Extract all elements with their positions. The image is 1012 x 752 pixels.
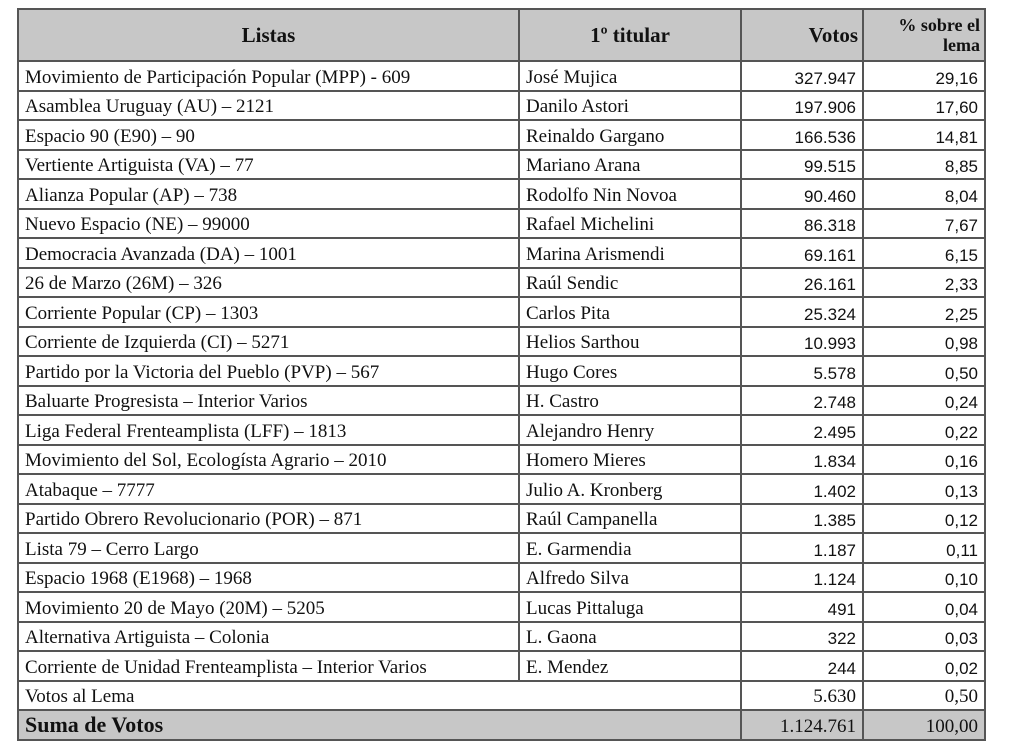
cell-lista: Liga Federal Frenteamplista (LFF) – 1813 — [18, 415, 519, 445]
cell-votos: 69.161 — [741, 238, 863, 268]
cell-pct: 7,67 — [863, 209, 985, 239]
cell-pct: 2,25 — [863, 297, 985, 327]
total-row — [18, 710, 985, 740]
cell-titular: Reinaldo Gargano — [519, 120, 741, 150]
cell-votos: 1.124 — [741, 563, 863, 593]
cell-titular: Homero Mieres — [519, 445, 741, 475]
total-votos: 1.124.761 — [741, 710, 863, 740]
table-row — [18, 91, 985, 121]
cell-titular: Alejandro Henry — [519, 415, 741, 445]
cell-lista: Movimiento de Participación Popular (MPP) - 609 — [18, 61, 519, 91]
cell-lista: Vertiente Artiguista (VA) – 77 — [18, 150, 519, 180]
cell-votos: 26.161 — [741, 268, 863, 298]
table-row — [18, 622, 985, 652]
lema-pct: 0,50 — [863, 681, 985, 711]
cell-titular: H. Castro — [519, 386, 741, 416]
cell-lista: Corriente Popular (CP) – 1303 — [18, 297, 519, 327]
table-row — [18, 415, 985, 445]
cell-titular: Julio A. Kronberg — [519, 474, 741, 504]
header-pct-line2: lema — [943, 35, 980, 55]
lema-label: Votos al Lema — [18, 681, 741, 711]
cell-titular: Danilo Astori — [519, 91, 741, 121]
cell-titular: Marina Arismendi — [519, 238, 741, 268]
cell-titular: Rodolfo Nin Novoa — [519, 179, 741, 209]
cell-lista: 26 de Marzo (26M) – 326 — [18, 268, 519, 298]
cell-lista: Nuevo Espacio (NE) – 99000 — [18, 209, 519, 239]
cell-titular: Raúl Campanella — [519, 504, 741, 534]
cell-lista: Partido Obrero Revolucionario (POR) – 871 — [18, 504, 519, 534]
cell-votos: 1.834 — [741, 445, 863, 475]
table-header — [18, 9, 985, 61]
cell-titular: L. Gaona — [519, 622, 741, 652]
lema-row — [18, 681, 985, 711]
cell-titular: E. Garmendia — [519, 533, 741, 563]
cell-titular: Mariano Arana — [519, 150, 741, 180]
table-row — [18, 268, 985, 298]
table-row — [18, 651, 985, 681]
table-row — [18, 474, 985, 504]
header-votos: Votos — [741, 9, 863, 61]
cell-votos: 1.385 — [741, 504, 863, 534]
cell-titular: Alfredo Silva — [519, 563, 741, 593]
cell-pct: 0,98 — [863, 327, 985, 357]
cell-lista: Espacio 90 (E90) – 90 — [18, 120, 519, 150]
cell-votos: 1.402 — [741, 474, 863, 504]
cell-pct: 0,12 — [863, 504, 985, 534]
cell-pct: 8,04 — [863, 179, 985, 209]
cell-titular: E. Mendez — [519, 651, 741, 681]
table-row — [18, 533, 985, 563]
header-row — [18, 9, 985, 61]
cell-votos: 5.578 — [741, 356, 863, 386]
table-row — [18, 386, 985, 416]
cell-votos: 25.324 — [741, 297, 863, 327]
cell-pct: 0,50 — [863, 356, 985, 386]
cell-lista: Movimiento del Sol, Ecologísta Agrario – 2010 — [18, 445, 519, 475]
cell-lista: Lista 79 – Cerro Largo — [18, 533, 519, 563]
cell-lista: Movimiento 20 de Mayo (20M) – 5205 — [18, 592, 519, 622]
cell-pct: 2,33 — [863, 268, 985, 298]
header-titular: 1º titular — [519, 9, 741, 61]
table-row — [18, 209, 985, 239]
cell-titular: Hugo Cores — [519, 356, 741, 386]
cell-lista: Baluarte Progresista – Interior Varios — [18, 386, 519, 416]
cell-pct: 0,22 — [863, 415, 985, 445]
cell-pct: 0,03 — [863, 622, 985, 652]
lema-votos: 5.630 — [741, 681, 863, 711]
cell-votos: 166.536 — [741, 120, 863, 150]
cell-titular: José Mujica — [519, 61, 741, 91]
cell-lista: Atabaque – 7777 — [18, 474, 519, 504]
cell-pct: 17,60 — [863, 91, 985, 121]
table-row — [18, 238, 985, 268]
cell-votos: 197.906 — [741, 91, 863, 121]
cell-lista: Alternativa Artiguista – Colonia — [18, 622, 519, 652]
table-row — [18, 120, 985, 150]
table-row — [18, 297, 985, 327]
cell-pct: 0,04 — [863, 592, 985, 622]
table-row — [18, 61, 985, 91]
cell-pct: 0,02 — [863, 651, 985, 681]
total-label: Suma de Votos — [18, 710, 741, 740]
cell-titular: Helios Sarthou — [519, 327, 741, 357]
cell-votos: 322 — [741, 622, 863, 652]
table-row — [18, 356, 985, 386]
cell-votos: 327.947 — [741, 61, 863, 91]
cell-votos: 10.993 — [741, 327, 863, 357]
table-row — [18, 179, 985, 209]
cell-votos: 90.460 — [741, 179, 863, 209]
cell-votos: 99.515 — [741, 150, 863, 180]
cell-titular: Carlos Pita — [519, 297, 741, 327]
table-row — [18, 592, 985, 622]
cell-pct: 0,24 — [863, 386, 985, 416]
table-row — [18, 504, 985, 534]
results-table — [17, 8, 986, 741]
cell-votos: 491 — [741, 592, 863, 622]
cell-pct: 29,16 — [863, 61, 985, 91]
cell-pct: 0,13 — [863, 474, 985, 504]
header-listas: Listas — [18, 9, 519, 61]
cell-pct: 14,81 — [863, 120, 985, 150]
header-pct-line1: % sobre el — [898, 15, 980, 35]
cell-votos: 244 — [741, 651, 863, 681]
cell-pct: 6,15 — [863, 238, 985, 268]
table-row — [18, 563, 985, 593]
cell-votos: 1.187 — [741, 533, 863, 563]
cell-lista: Corriente de Unidad Frenteamplista – Interior Varios — [18, 651, 519, 681]
cell-pct: 0,10 — [863, 563, 985, 593]
cell-lista: Alianza Popular (AP) – 738 — [18, 179, 519, 209]
header-pct — [863, 9, 985, 61]
cell-lista: Democracia Avanzada (DA) – 1001 — [18, 238, 519, 268]
cell-votos: 2.495 — [741, 415, 863, 445]
cell-pct: 8,85 — [863, 150, 985, 180]
cell-lista: Partido por la Victoria del Pueblo (PVP) – 567 — [18, 356, 519, 386]
table-row — [18, 150, 985, 180]
cell-votos: 86.318 — [741, 209, 863, 239]
cell-titular: Lucas Pittaluga — [519, 592, 741, 622]
cell-votos: 2.748 — [741, 386, 863, 416]
total-pct: 100,00 — [863, 710, 985, 740]
cell-lista: Espacio 1968 (E1968) – 1968 — [18, 563, 519, 593]
cell-titular: Rafael Michelini — [519, 209, 741, 239]
cell-lista: Corriente de Izquierda (CI) – 5271 — [18, 327, 519, 357]
cell-pct: 0,11 — [863, 533, 985, 563]
cell-pct: 0,16 — [863, 445, 985, 475]
cell-titular: Raúl Sendic — [519, 268, 741, 298]
table-body — [18, 61, 985, 740]
table-row — [18, 327, 985, 357]
table-row — [18, 445, 985, 475]
cell-lista: Asamblea Uruguay (AU) – 2121 — [18, 91, 519, 121]
